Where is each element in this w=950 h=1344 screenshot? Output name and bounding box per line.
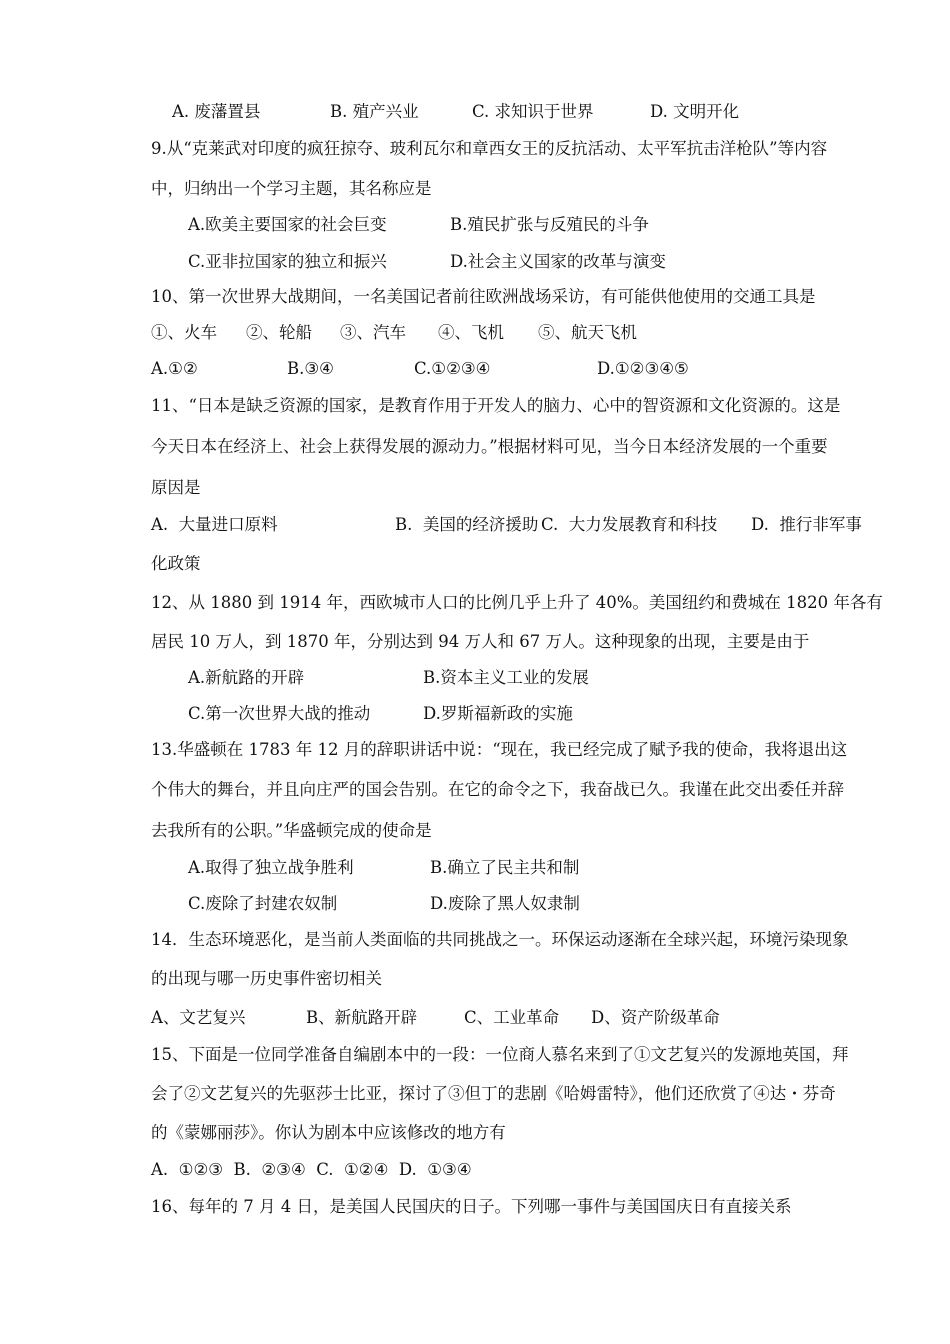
q13-option-a: A.取得了独立战争胜利 <box>188 858 354 877</box>
q8-option-c: C. 求知识于世界 <box>472 102 594 121</box>
q12-stem-line1: 12、从 1880 到 1914 年，西欧城市人口的比例几乎上升了 40%。美国纽约和费城在 1820 年各有 <box>151 593 883 612</box>
q12-option-c: C.第一次世界大战的推动 <box>188 704 371 723</box>
q9-option-d: D.社会主义国家的改革与演变 <box>450 252 666 271</box>
q9-stem-line1: 9.从“克莱武对印度的疯狂掠夺、玻利瓦尔和章西女王的反抗活动、太平军抗击洋枪队”等内容 <box>151 139 828 158</box>
q13-stem-line3: 去我所有的公职。”华盛顿完成的使命是 <box>151 821 432 840</box>
q11-option-c: C. 大力发展教育和科技 <box>541 515 718 534</box>
q13-stem-line1: 13.华盛顿在 1783 年 12 月的辞职讲话中说：“现在，我已经完成了赋予我的使命，我将退出这 <box>151 740 848 759</box>
q10-option-a: A.①② <box>151 359 198 378</box>
q9-option-b: B.殖民扩张与反殖民的斗争 <box>450 215 649 234</box>
q14-stem-line1: 14．生态环境恶化，是当前人类面临的共同挑战之一。环保运动逐渐在全球兴起，环境污染现象 <box>151 930 849 949</box>
q11-stem-line1: 11、“日本是缺乏资源的国家，是教育作用于开发人的脑力、心中的智资源和文化资源的。这是 <box>151 396 841 415</box>
q10-option-c: C.①②③④ <box>414 359 491 378</box>
q14-option-b: B、新航路开辟 <box>306 1008 418 1027</box>
q13-stem-line2: 个伟大的舞台，并且向庄严的国会告别。在它的命令之下，我奋战已久。我谨在此交出委任并辞 <box>151 780 844 799</box>
q8-option-a: A. 废藩置县 <box>172 102 261 121</box>
q11-option-a: A. 大量进口原料 <box>151 515 278 534</box>
q10-item-4: ④、飞机 <box>438 323 504 342</box>
q10-option-d: D.①②③④⑤ <box>597 359 689 378</box>
q10-option-b: B.③④ <box>287 359 334 378</box>
q8-option-b: B. 殖产兴业 <box>330 102 419 121</box>
q15-stem-line2: 会了②文艺复兴的先驱莎士比亚，探讨了③但丁的悲剧《哈姆雷特》，他们还欣赏了④达・芬奇 <box>151 1084 836 1103</box>
q10-stem: 10、第一次世界大战期间，一名美国记者前往欧洲战场采访，有可能供他使用的交通工具是 <box>151 287 816 306</box>
q11-option-b: B. 美国的经济援助 <box>395 515 539 534</box>
q8-option-d: D. 文明开化 <box>650 102 740 121</box>
q10-item-1: ①、火车 <box>151 323 217 342</box>
q14-option-d: D、资产阶级革命 <box>591 1008 720 1027</box>
q13-option-c: C.废除了封建农奴制 <box>188 894 338 913</box>
q15-stem-line1: 15、下面是一位同学准备自编剧本中的一段：一位商人慕名来到了①文艺复兴的发源地英国，拜 <box>151 1045 849 1064</box>
q9-option-a: A.欧美主要国家的社会巨变 <box>188 215 387 234</box>
q14-stem-line2: 的出现与哪一历史事件密切相关 <box>151 969 382 988</box>
q10-item-5: ⑤、航天飞机 <box>538 323 637 342</box>
q14-option-c: C、工业革命 <box>464 1008 560 1027</box>
q10-item-2: ②、轮船 <box>246 323 312 342</box>
q11-stem-line2: 今天日本在经济上、社会上获得发展的源动力。”根据材料可见，当今日本经济发展的一个重要 <box>151 437 828 456</box>
q9-option-c: C.亚非拉国家的独立和振兴 <box>188 252 387 271</box>
q9-stem-line2: 中，归纳出一个学习主题，其名称应是 <box>151 179 432 198</box>
q13-option-d: D.废除了黑人奴隶制 <box>430 894 580 913</box>
q12-stem-line2: 居民 10 万人，到 1870 年，分别达到 94 万人和 67 万人。这种现象的出现，主要是由于 <box>151 632 810 651</box>
q13-option-b: B.确立了民主共和制 <box>430 858 580 877</box>
q11-option-d-tail: 化政策 <box>151 554 201 573</box>
q16-stem: 16、每年的 7 月 4 日，是美国人民国庆的日子。下列哪一事件与美国国庆日有直接关系 <box>151 1197 792 1216</box>
q15-options: A. ①②③ B. ②③④ C. ①②④ D. ①③④ <box>151 1160 472 1179</box>
q12-option-a: A.新航路的开辟 <box>188 668 305 687</box>
q12-option-b: B.资本主义工业的发展 <box>423 668 589 687</box>
q11-option-d: D. 推行非军事 <box>751 515 862 534</box>
q14-option-a: A、文艺复兴 <box>151 1008 246 1027</box>
q11-stem-line3: 原因是 <box>151 478 201 497</box>
q12-option-d: D.罗斯福新政的实施 <box>423 704 573 723</box>
q10-item-3: ③、汽车 <box>340 323 406 342</box>
q15-stem-line3: 的《蒙娜丽莎》。你认为剧本中应该修改的地方有 <box>151 1123 506 1142</box>
